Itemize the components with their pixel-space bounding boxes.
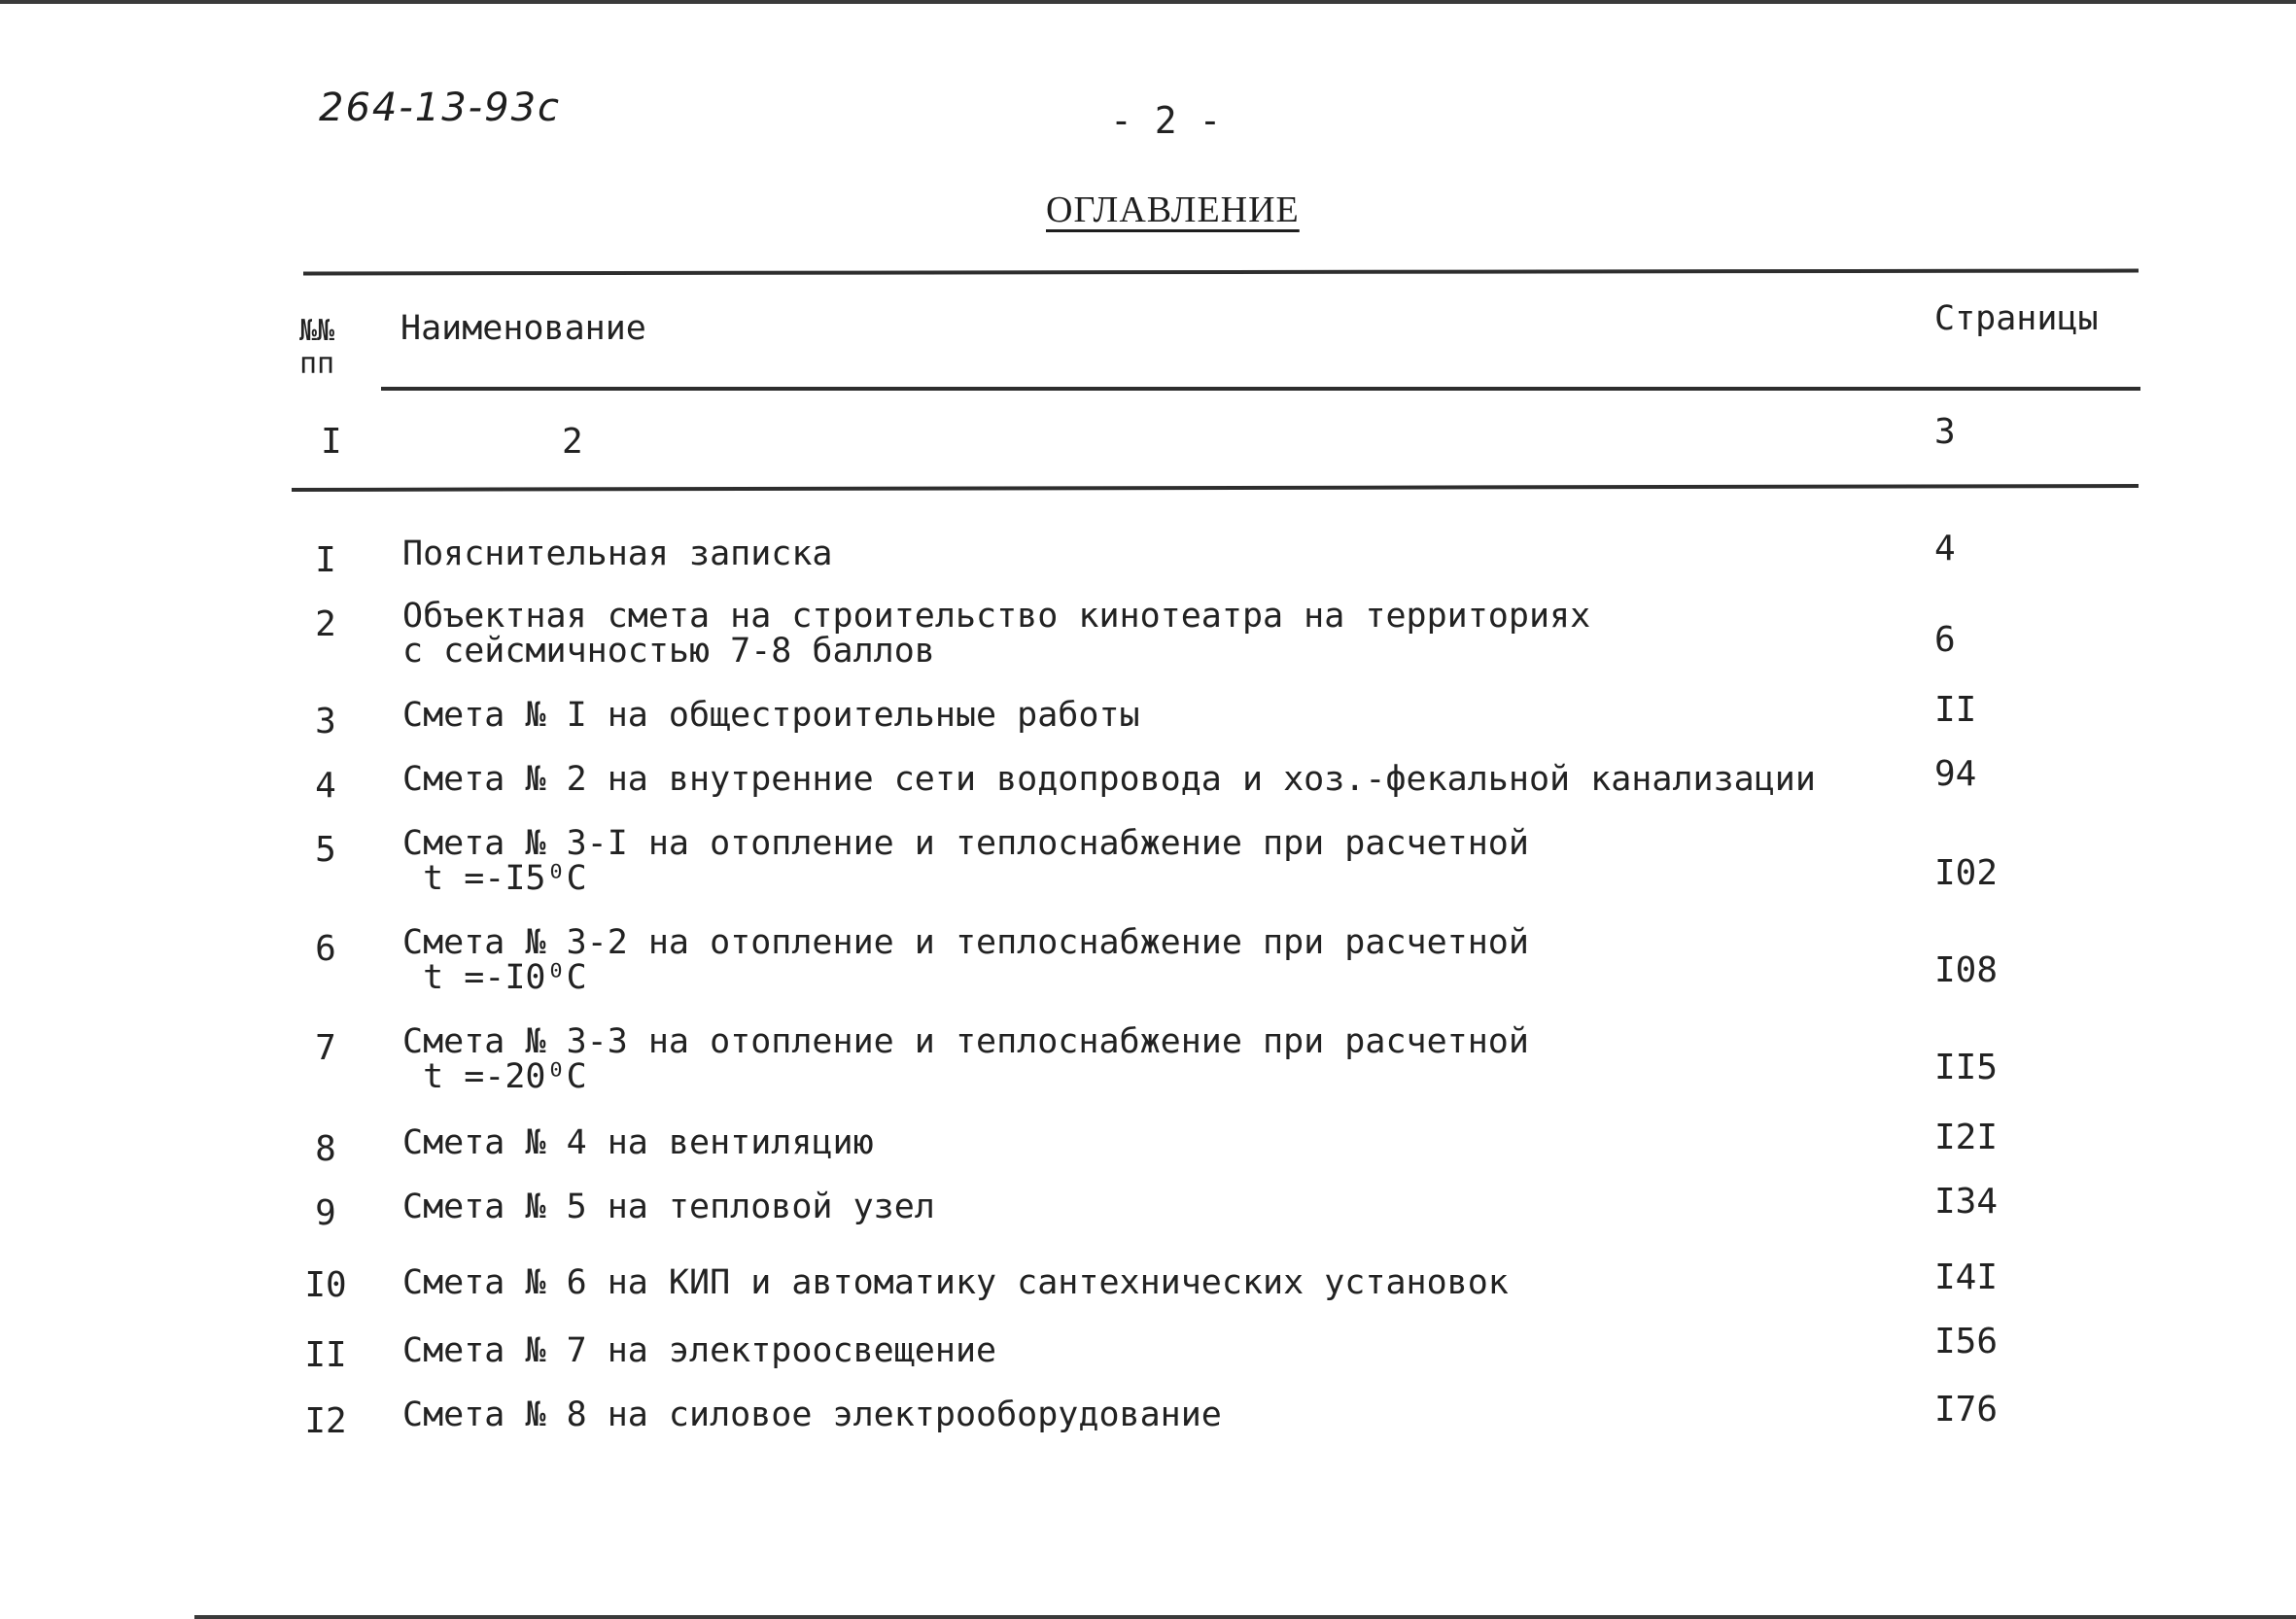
scan-top-edge [0,0,2296,4]
row-page: I08 [1934,950,1999,990]
row-page: 4 [1934,529,1956,568]
row-name: Смета № I на общестроительные работы [402,696,1140,735]
row-number: 9 [315,1193,336,1233]
row-name: Смета № 8 на силовое электрооборудование [402,1395,1222,1434]
row-name: Смета № 6 на КИП и автоматику сантехнических установок [402,1263,1509,1302]
row-name: Смета № 4 на вентиляцию [402,1123,874,1162]
column-number-2: 2 [562,422,583,462]
row-number: I [315,540,336,580]
row-page: I2I [1934,1118,1999,1157]
page-title: ОГЛАВЛЕНИЕ [1046,189,1300,230]
column-header-number: №№ пп [299,314,335,381]
column-header-name: Наименование [400,309,646,348]
row-page: I34 [1934,1182,1999,1222]
document-code: 264-13-93с [319,86,562,130]
row-name: Смета № 3-2 на отопление и теплоснабжение при расчетной t =-I0⁰C [402,923,1529,997]
row-name: Смета № 7 на электроосвещение [402,1331,997,1370]
row-page: I56 [1934,1322,1999,1361]
row-number: 4 [315,766,336,806]
column-number-3: 3 [1934,412,1956,452]
scan-bottom-edge [194,1615,2296,1619]
row-page: I76 [1934,1390,1999,1430]
row-page: I02 [1934,853,1999,893]
row-name: Объектная смета на строительство кинотеатра на территориях с сейсмичностью 7-8 баллов [402,597,1591,671]
table-top-rule [303,269,2139,276]
row-page: II5 [1934,1048,1999,1087]
row-name: Смета № 2 на внутренние сети водопровода и хоз.-фекальной канализации [402,760,1816,799]
column-header-pages: Страницы [1934,299,2099,338]
row-name: Пояснительная записка [402,534,833,573]
row-number: 2 [315,604,336,644]
header-divider-rule [381,387,2140,391]
row-page: 6 [1934,620,1956,660]
row-number: I0 [304,1265,347,1305]
page-number: - 2 - [1110,99,1222,142]
row-page: 94 [1934,754,1977,794]
column-number-1: I [321,422,342,462]
row-number: I2 [304,1401,347,1441]
row-number: 5 [315,830,336,870]
row-number: 8 [315,1129,336,1169]
row-name: Смета № 5 на тепловой узел [402,1188,935,1226]
row-number: 7 [315,1028,336,1068]
row-name: Смета № 3-3 на отопление и теплоснабжение при расчетной t =-20⁰C [402,1022,1529,1096]
row-page: II [1934,690,1977,730]
row-number: 3 [315,702,336,741]
row-number: II [304,1335,347,1375]
row-page: I4I [1934,1257,1999,1297]
header-bottom-rule [292,484,2139,492]
row-name: Смета № 3-I на отопление и теплоснабжение при расчетной t =-I5⁰C [402,824,1529,898]
row-number: 6 [315,929,336,969]
